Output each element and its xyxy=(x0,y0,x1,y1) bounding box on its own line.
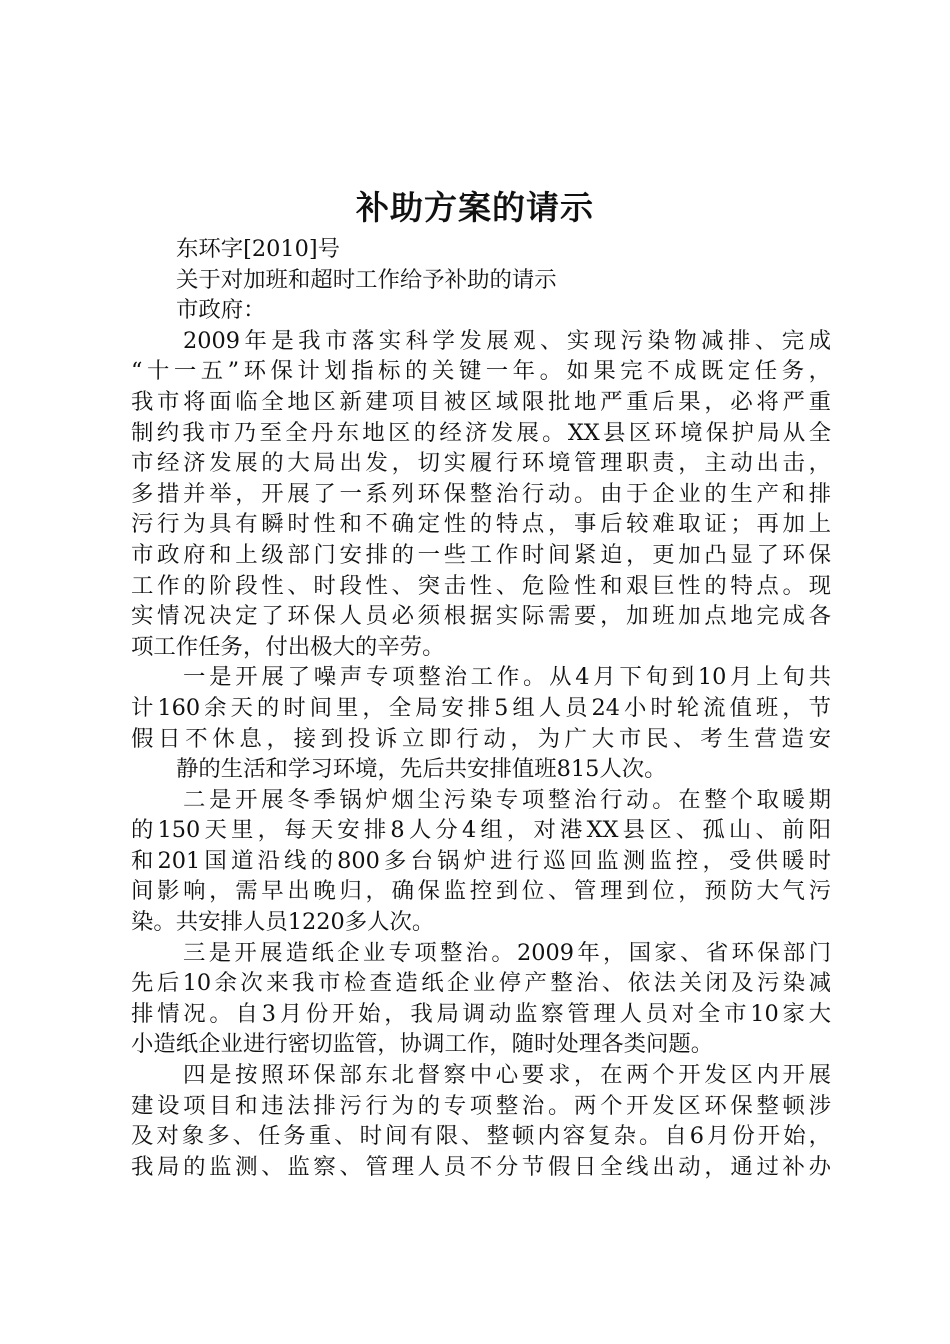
body-line: 我局的监测、监察、管理人员不分节假日全线出动，通过补办 xyxy=(131,1153,831,1180)
body-line: 二是开展冬季锅炉烟尘污染专项整治行动。在整个取暖期 xyxy=(183,786,831,813)
body-line: 的150天里，每天安排8人分4组，对港XX县区、孤山、前阳 xyxy=(131,817,831,844)
body-line: 染。共安排人员1220多人次。 xyxy=(131,909,435,936)
doc-subject: 关于对加班和超时工作给予补助的请示 xyxy=(176,266,557,293)
doc-number: 东环字[2010]号 xyxy=(176,236,341,262)
body-line: 假日不休息，接到投诉立即行动，为广大市民、考生营造安 xyxy=(131,725,831,752)
body-line: 一是开展了噪声专项整治工作。从4月下旬到10月上旬共 xyxy=(183,664,831,691)
body-line: 静的生活和学习环境，先后共安排值班815人次。 xyxy=(176,756,667,783)
body-line: 建设项目和违法排污行为的专项整治。两个开发区环保整顿涉 xyxy=(131,1092,831,1119)
body-line: 间影响，需早出晚归，确保监控到位、管理到位，预防大气污 xyxy=(131,878,831,905)
body-line: 三是开展造纸企业专项整治。2009年，国家、省环保部门 xyxy=(183,939,831,966)
body-line: “十一五”环保计划指标的关键一年。如果完不成既定任务， xyxy=(131,358,831,385)
body-line: 四是按照环保部东北督察中心要求，在两个开发区内开展 xyxy=(183,1062,831,1089)
document-body xyxy=(131,234,831,1182)
body-line: 多措并举，开展了一系列环保整治行动。由于企业的生产和排 xyxy=(131,480,831,507)
body-line: 实情况决定了环保人员必须根据实际需要，加班加点地完成各 xyxy=(131,603,831,630)
body-line: 及对象多、任务重、时间有限、整顿内容复杂。自6月份开始， xyxy=(131,1123,831,1150)
body-line: 项工作任务，付出极大的辛劳。 xyxy=(131,633,445,660)
body-line: 污行为具有瞬时性和不确定性的特点，事后较难取证；再加上 xyxy=(131,511,831,538)
document-title: 补助方案的请示 xyxy=(356,188,594,227)
body-line: 排情况。自3月份开始，我局调动监察管理人员对全市10家大 xyxy=(131,1000,831,1027)
body-line: 工作的阶段性、时段性、突击性、危险性和艰巨性的特点。现 xyxy=(131,572,831,599)
body-line: 我市将面临全地区新建项目被区域限批地严重后果，必将严重 xyxy=(131,388,831,415)
body-line: 2009年是我市落实科学发展观、实现污染物减排、完成 xyxy=(183,327,831,354)
body-line: 市经济发展的大局出发，切实履行环境管理职责，主动出击， xyxy=(131,450,831,477)
doc-addressee: 市政府： xyxy=(176,297,266,324)
body-line: 市政府和上级部门安排的一些工作时间紧迫，更加凸显了环保 xyxy=(131,541,831,568)
body-line: 小造纸企业进行密切监管，协调工作，随时处理各类问题。 xyxy=(131,1031,714,1058)
body-line: 先后10余次来我市检查造纸企业停产整治、依法关闭及污染减 xyxy=(131,970,831,997)
body-line: 和201国道沿线的800多台锅炉进行巡回监测监控，受供暖时 xyxy=(131,847,831,874)
body-line: 计160余天的时间里，全局安排5组人员24小时轮流值班，节 xyxy=(131,694,831,721)
body-line: 制约我市乃至全丹东地区的经济发展。XX县区环境保护局从全 xyxy=(131,419,831,446)
